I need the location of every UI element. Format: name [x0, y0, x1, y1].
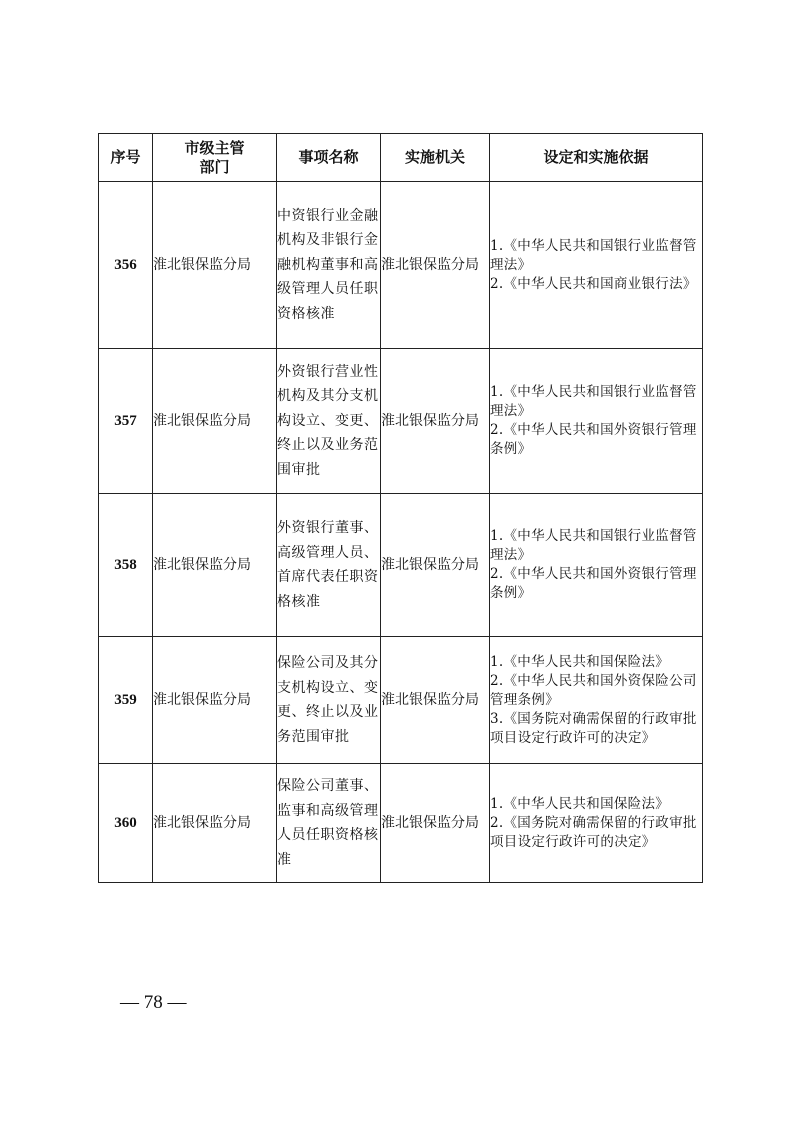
row-implementing-org: 淮北银保监分局	[381, 637, 490, 764]
row-department: 淮北银保监分局	[153, 764, 277, 883]
row-legal-basis	[490, 764, 703, 883]
row-item-name: 保险公司董事、监事和高级管理人员任职资格核准	[277, 764, 381, 883]
row-item-name: 中资银行业金融机构及非银行金融机构董事和高级管理人员任职资格核准	[277, 182, 381, 349]
row-number: 360	[99, 764, 153, 883]
legal-basis-line: 2.《中华人民共和国商业银行法》	[490, 275, 697, 292]
legal-basis-line: 2.《中华人民共和国外资银行管理条例》	[490, 566, 697, 601]
row-number: 356	[99, 182, 153, 349]
legal-basis-line: 1.《中华人民共和国保险法》	[490, 795, 670, 812]
legal-basis-line: 2.《中华人民共和国外资银行管理条例》	[490, 422, 697, 457]
row-implementing-org: 淮北银保监分局	[381, 349, 490, 494]
legal-basis-line: 1.《中华人民共和国保险法》	[490, 653, 670, 670]
table-row	[99, 637, 703, 764]
row-department: 淮北银保监分局	[153, 182, 277, 349]
row-implementing-org: 淮北银保监分局	[381, 764, 490, 883]
legal-basis-line: 1.《中华人民共和国银行业监督管理法》	[490, 384, 697, 419]
legal-basis-line: 3.《国务院对确需保留的行政审批项目设定行政许可的决定》	[490, 710, 697, 746]
table-header-row	[99, 134, 703, 182]
row-legal-basis	[490, 637, 703, 764]
header-number: 序号	[99, 134, 153, 182]
legal-basis-line: 2.《中华人民共和国外资保险公司管理条例》	[490, 672, 697, 708]
row-department: 淮北银保监分局	[153, 349, 277, 494]
legal-basis-line: 2.《国务院对确需保留的行政审批项目设定行政许可的决定》	[490, 814, 697, 850]
row-number: 358	[99, 494, 153, 637]
row-implementing-org: 淮北银保监分局	[381, 182, 490, 349]
row-department: 淮北银保监分局	[153, 494, 277, 637]
legal-basis-line: 1.《中华人民共和国银行业监督管理法》	[490, 237, 697, 273]
header-implementing-org: 实施机关	[381, 134, 490, 182]
table-row	[99, 494, 703, 637]
header-legal-basis: 设定和实施依据	[490, 134, 703, 182]
legal-basis-line: 1.《中华人民共和国银行业监督管理法》	[490, 528, 697, 563]
table-row	[99, 764, 703, 883]
page-number: — 78 —	[120, 992, 187, 1013]
row-implementing-org: 淮北银保监分局	[381, 494, 490, 637]
row-legal-basis	[490, 494, 703, 637]
table-row	[99, 349, 703, 494]
row-number: 359	[99, 637, 153, 764]
row-legal-basis	[490, 349, 703, 494]
administrative-licensing-table	[98, 133, 703, 883]
row-department: 淮北银保监分局	[153, 637, 277, 764]
header-department-line1: 市级主管	[184, 138, 245, 157]
table-row	[99, 182, 703, 349]
row-item-name: 保险公司及其分支机构设立、变更、终止以及业务范围审批	[277, 637, 381, 764]
header-department-line2: 部门	[199, 157, 230, 176]
header-item-name: 事项名称	[277, 134, 381, 182]
header-department	[153, 134, 277, 182]
row-legal-basis	[490, 182, 703, 349]
row-item-name: 外资银行营业性机构及其分支机构设立、变更、终止以及业务范围审批	[277, 349, 381, 494]
row-item-name: 外资银行董事、高级管理人员、首席代表任职资格核准	[277, 494, 381, 637]
row-number: 357	[99, 349, 153, 494]
